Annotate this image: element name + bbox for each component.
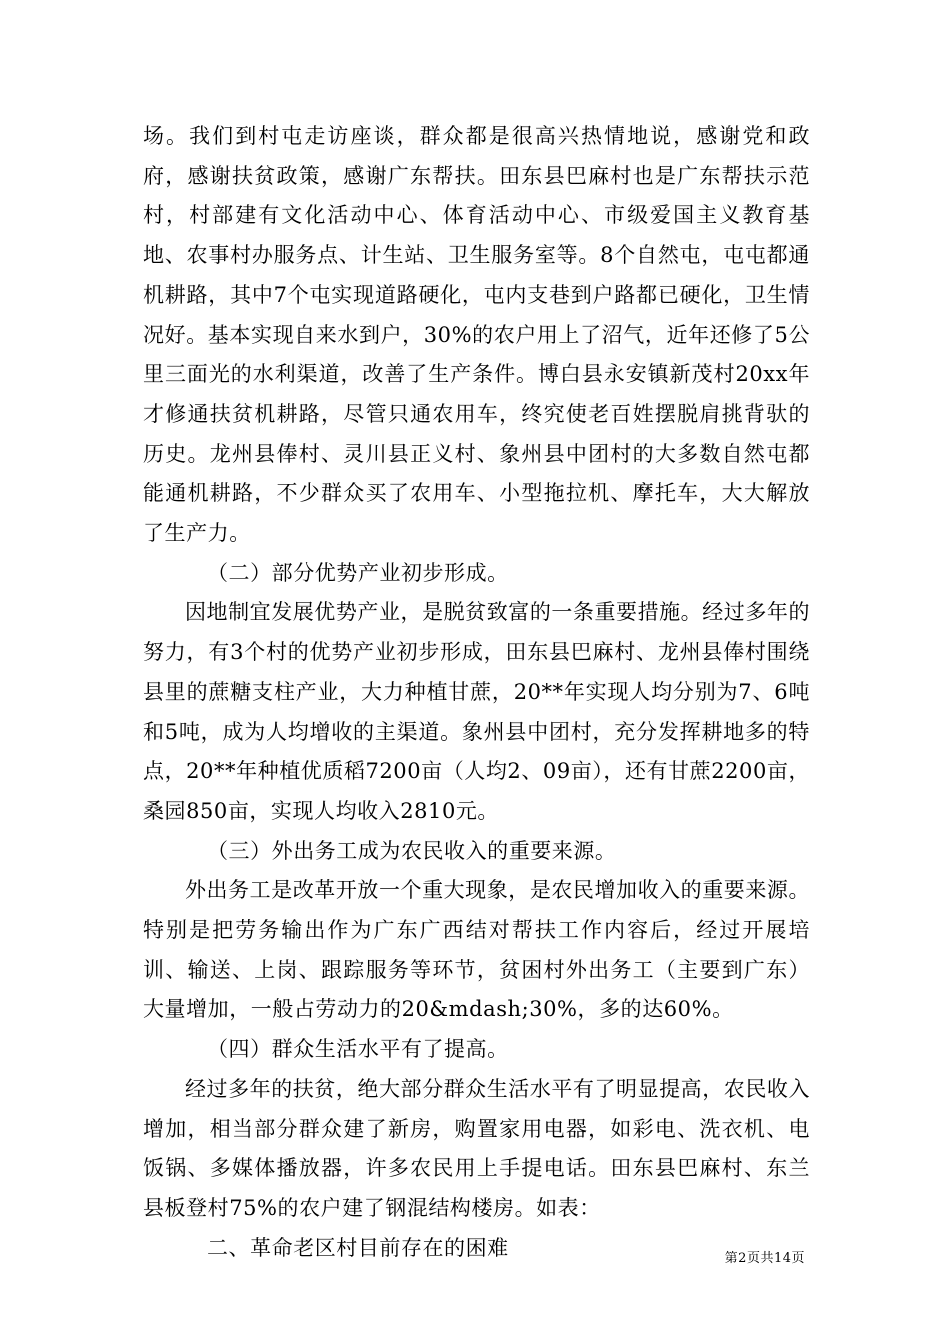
section-heading-industries: （二）部分优势产业初步形成。 xyxy=(207,560,509,585)
paragraph-living-standards: 经过多年的扶贫，绝大部分群众生活水平有了明显提高，农民收入增加，相当部分群众建了新房，购置家用电器，如彩电、洗衣机、电饭锅、多媒体播放器，许多农民用上手提电话。田东县巴麻村、东兰县板登村75%的农户建了钢混结构楼房。如表： xyxy=(143,1076,810,1220)
paragraph-migrant-work: 外出务工是改革开放一个重大现象，是农民增加收入的重要来源。特别是把劳务输出作为广东广西结对帮扶工作内容后，经过开展培训、输送、上岗、跟踪服务等环节，贫困村外出务工（主要到广东）大量增加，一般占劳动力的20&mdash;30%，多的达60%。 xyxy=(143,878,810,1022)
section-heading-living-standards: （四）群众生活水平有了提高。 xyxy=(207,1037,509,1062)
document-body xyxy=(143,117,810,1268)
section-heading-difficulties: 二、革命老区村目前存在的困难 xyxy=(207,1235,509,1260)
page-number-footer: 第2页共14页 xyxy=(724,1251,805,1266)
paragraph-industries: 因地制宜发展优势产业，是脱贫致富的一条重要措施。经过多年的努力，有3个村的优势产业初步形成，田东县巴麻村、龙州县俸村围绕县里的蔗糖支柱产业，大力种植甘蔗，20**年实现人均分别为7、6吨和5吨，成为人均增收的主渠道。象州县中团村，充分发挥耕地多的特点，20**年种植优质稻7200亩（人均2、09亩），还有甘蔗2200亩，桑园850亩，实现人均收入2810元。 xyxy=(143,600,810,823)
section-heading-migrant-work: （三）外出务工成为农民收入的重要来源。 xyxy=(207,838,617,863)
paragraph-infrastructure: 场。我们到村屯走访座谈，群众都是很高兴热情地说，感谢党和政府，感谢扶贫政策，感谢广东帮扶。田东县巴麻村也是广东帮扶示范村，村部建有文化活动中心、体育活动中心、市级爱国主义教育基地、农事村办服务点、计生站、卫生服务室等。8个自然屯，屯屯都通机耕路，其中7个屯实现道路硬化，屯内支巷到户路都已硬化，卫生情况好。基本实现自来水到户，30%的农户用上了沼气，近年还修了5公里三面光的水利渠道，改善了生产条件。博白县永安镇新茂村20xx年才修通扶贫机耕路，尽管只通农用车，终究使老百姓摆脱肩挑背驮的历史。龙州县俸村、灵川县正义村、象州县中团村的大多数自然屯都能通机耕路，不少群众买了农用车、小型拖拉机、摩托车，大大解放了生产力。 xyxy=(143,124,810,546)
